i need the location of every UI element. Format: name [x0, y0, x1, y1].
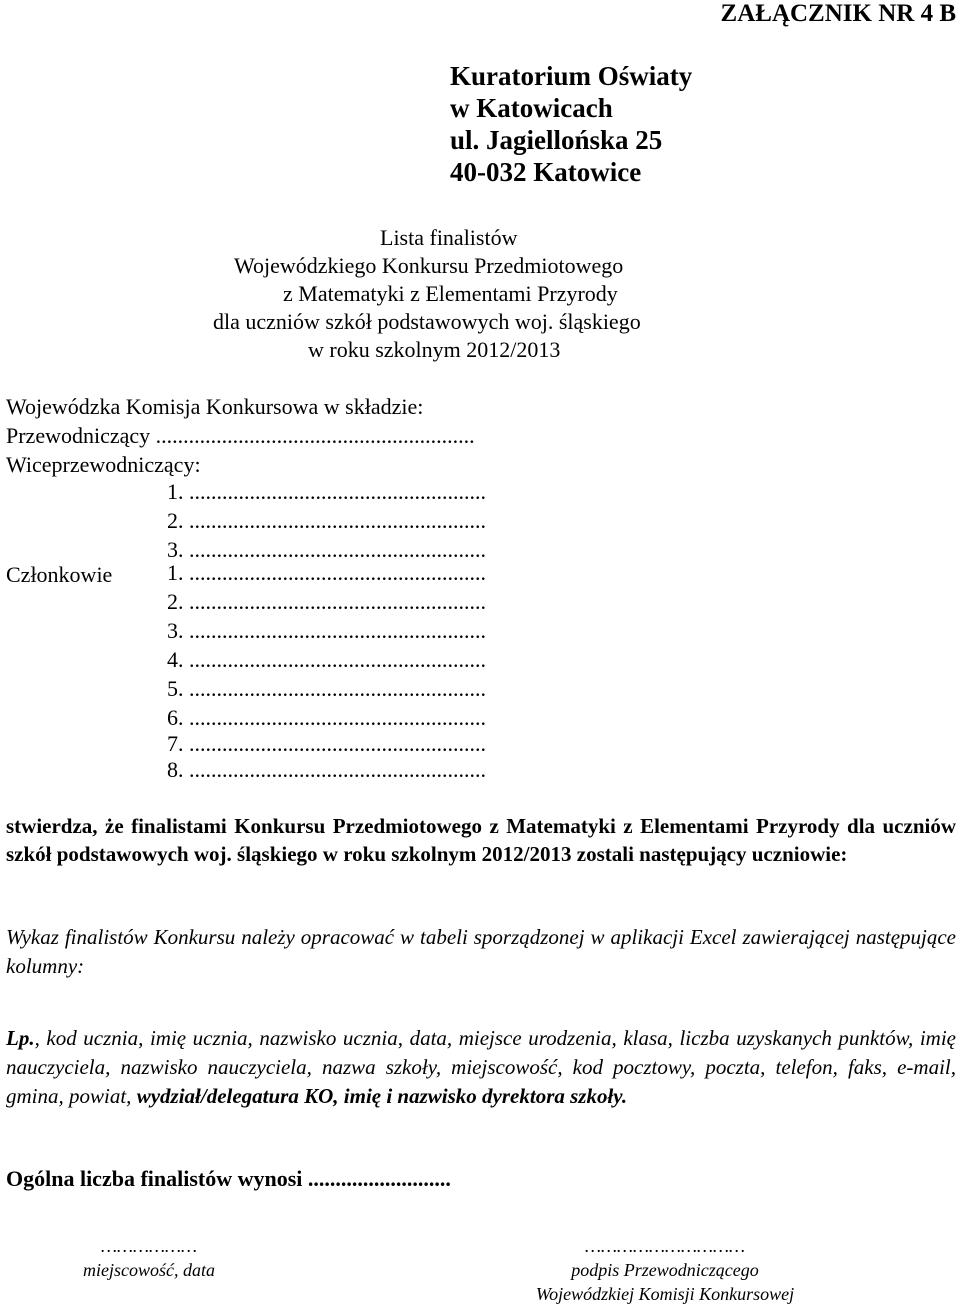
total-finalists-line: Ogólna liczba finalistów wynosi .......................... — [6, 1166, 451, 1191]
columns-paragraph — [6, 1024, 956, 1111]
vice-item-1: 1. ...................................................... — [167, 479, 486, 504]
signature-left-dots: ……………… — [100, 1236, 198, 1256]
columns-bold-tail: wydział/delegatura KO, imię i nazwisko dyrektora szkoły. — [136, 1084, 628, 1108]
vice-chair-label: Wiceprzewodniczący: — [6, 452, 201, 477]
member-item-2: 2. ...................................................... — [167, 589, 486, 614]
title-line-1: Lista finalistów — [380, 225, 518, 250]
member-item-3: 3. ...................................................... — [167, 618, 486, 643]
member-item-5: 5. ...................................................... — [167, 676, 486, 701]
title-line-4: dla uczniów szkół podstawowych woj. śląskiego — [213, 309, 641, 334]
signature-right-label-1: podpis Przewodniczącego — [571, 1260, 759, 1280]
columns-text: , kod ucznia, imię ucznia, nazwisko ucznia, data, miejsce urodzenia, klasa, liczba uzyskanych punktów, imię nauczyciela, nazwisko nauczyciela, nazwa szkoły, miejscowość, kod pocztowy, poczta, telefon, faks, e-mail, gmina, powiat, — [6, 1026, 956, 1108]
title-line-2: Wojewódzkiego Konkursu Przedmiotowego — [234, 253, 624, 278]
chair-line: Przewodniczący .......................................................... — [6, 423, 475, 448]
recipient-address — [450, 60, 692, 188]
signature-right-dots: ………………………… — [584, 1236, 746, 1256]
instruction-paragraph: Wykaz finalistów Konkursu należy opracować w tabeli sporządzonej w aplikacji Excel zawierającej następujące kolumny: — [6, 925, 956, 978]
member-item-4: 4. ...................................................... — [167, 647, 486, 672]
recipient-line-3: ul. Jagiellońska 25 — [450, 125, 663, 155]
annex-label: ZAŁĄCZNIK NR 4 B — [720, 0, 956, 27]
recipient-line-2: w Katowicach — [450, 93, 613, 123]
title-line-5: w roku szkolnym 2012/2013 — [308, 337, 561, 362]
member-item-8: 8. ...................................................... — [167, 757, 486, 782]
recipient-line-1: Kuratorium Oświaty — [450, 61, 693, 91]
signature-left-label: miejscowość, data — [83, 1260, 215, 1280]
signature-right-label-2: Wojewódzkiej Komisji Konkursowej — [535, 1284, 795, 1304]
signature-right — [500, 1234, 830, 1306]
signature-left — [64, 1234, 234, 1282]
committee-heading: Wojewódzka Komisja Konkursowa w składzie: — [6, 394, 424, 419]
members-label: Członkowie — [6, 562, 113, 587]
member-item-1: 1. ...................................................... — [167, 560, 486, 585]
columns-lead: Lp. — [6, 1026, 35, 1050]
member-item-7: 7. ...................................................... — [167, 731, 486, 756]
recipient-line-4: 40-032 Katowice — [450, 157, 642, 187]
vice-item-2: 2. ...................................................... — [167, 508, 486, 533]
statement-paragraph: stwierdza, że finalistami Konkursu Przedmiotowego z Matematyki z Elementami Przyrody dla uczniów szkół podstawowych woj. śląskiego w roku szkolnym 2012/2013 zostali następujący uczniowie: — [6, 814, 956, 866]
title-line-3: z Matematyki z Elementami Przyrody — [283, 281, 618, 306]
vice-item-3: 3. ...................................................... — [167, 537, 486, 562]
member-item-6: 6. ...................................................... — [167, 705, 486, 730]
